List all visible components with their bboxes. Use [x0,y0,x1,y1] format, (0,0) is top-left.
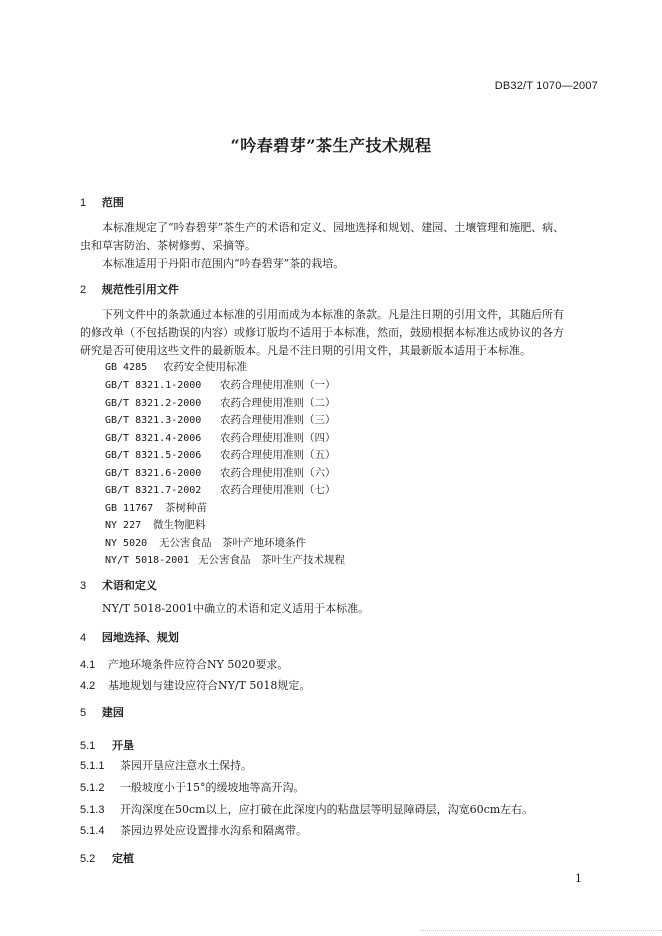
paragraph-line: 本标准规定了“吟春碧芽”茶生产的术语和定义、园地选择和规划、建园、土壤管理和施肥、病、 [102,221,565,234]
section-4-heading [80,629,179,645]
clause-text: 一般坡度小于15°的缓坡地等高开沟。 [120,781,305,794]
paragraph-line: 本标准适用于丹阳市范围内“吟春碧芽”茶的栽培。 [102,257,345,270]
section-number: 5 [80,707,87,719]
section-title: 园地选择、规划 [101,631,179,644]
reference-code: GB/T 8321.3-2000 [105,415,202,426]
subsection-number: 5.2 [80,853,96,865]
reference-name: 农药合理使用准则（五） [220,449,336,461]
section-title: 范围 [101,196,124,209]
paragraph-line: 下列文件中的条款通过本标准的引用而成为本标准的条款。凡是注日期的引用文件，其随后所有 [102,308,564,321]
document-title: “吟春碧芽”茶生产技术规程 [230,136,432,155]
reference-name: 农药安全使用标准 [163,361,247,373]
reference-name: 微生物肥料 [153,519,206,531]
document-number: DB32/T 1070—2007 [494,80,598,92]
reference-item [105,482,336,497]
clause-5-1-1 [80,757,252,773]
reference-item [105,412,336,427]
section-3-paragraph [80,600,590,618]
reference-code: GB 11767 [105,503,154,514]
reference-item [105,500,207,515]
paragraph-line: NY/T 5018-2001中确立的术语和定义适用于本标准。 [102,602,370,615]
reference-item [105,447,336,462]
reference-name: 无公害食品 茶叶产地环境条件 [159,537,306,549]
section-title: 规范性引用文件 [101,283,179,296]
reference-item [105,535,306,550]
paragraph-line: 研究是否可使用这些文件的最新版本。凡是不注日期的引用文件，其最新版本适用于本标准。 [80,344,531,357]
clause-number: 5.1.3 [80,804,105,816]
reference-name: 农药合理使用准则（三） [220,414,336,426]
reference-code: GB/T 8321.2-2000 [105,398,202,409]
reference-code: GB/T 8321.1-2000 [105,380,202,391]
clause-number: 5.1.4 [80,825,105,837]
reference-name: 农药合理使用准则（二） [220,397,336,409]
section-number: 2 [80,284,87,296]
subsection-title: 定植 [112,852,134,865]
clause-number: 4.2 [80,680,96,692]
clause-number: 5.1.2 [80,782,105,794]
section-5-heading [80,704,124,720]
clause-5-1-4 [80,822,307,838]
section-1-paragraph-2 [80,255,590,273]
subsection-number: 5.1 [80,740,96,752]
section-2-heading [80,281,179,297]
section-title: 建园 [101,706,124,719]
reference-item [105,465,336,480]
clause-4-2 [80,677,310,693]
reference-item [105,395,336,410]
clause-4-1 [80,656,288,672]
reference-name: 农药合理使用准则（六） [220,467,336,479]
reference-item [105,430,336,445]
reference-item [105,517,206,532]
clause-number: 5.1.1 [80,760,105,772]
section-number: 3 [80,580,87,592]
clause-text: 产地环境条件应符合NY 5020要求。 [108,658,289,671]
reference-item [105,552,345,567]
reference-code: NY 227 [105,520,142,531]
subsection-5-1-heading [80,737,134,753]
reference-item [105,377,336,392]
reference-name: 无公害食品 茶叶生产技术规程 [198,554,345,566]
reference-code: GB/T 8321.7-2002 [105,485,202,496]
reference-code: NY 5020 [105,538,148,549]
subsection-5-2-heading [80,850,134,866]
reference-code: NY/T 5018-2001 [105,555,190,566]
clause-number: 4.1 [80,659,96,671]
reference-name: 农药合理使用准则（四） [220,432,336,444]
section-1-paragraph-1 [80,219,590,255]
clause-text: 茶园边界处应设置排水沟系和隔离带。 [120,824,307,837]
clause-5-1-2 [80,779,305,795]
section-title: 术语和定义 [101,579,157,592]
clause-5-1-3 [80,801,533,817]
section-2-paragraph [80,306,590,360]
clause-text: 基地规划与建设应符合NY/T 5018规定。 [108,679,311,692]
reference-item [105,359,247,374]
section-1-heading [80,194,124,210]
clause-text: 开沟深度在50cm以上，应打破在此深度内的粘盘层等明显障碍层，沟宽60cm左右。 [120,803,534,816]
reference-code: GB 4285 [105,362,148,373]
subsection-title: 开垦 [112,739,134,752]
paragraph-line: 虫和草害防治、茶树修剪、采摘等。 [80,239,256,252]
reference-name: 茶树种苗 [165,502,207,514]
reference-code: GB/T 8321.5-2006 [105,450,202,461]
reference-code: GB/T 8321.6-2000 [105,468,202,479]
scan-artifact-line [420,930,662,931]
reference-name: 农药合理使用准则（一） [220,379,336,391]
reference-code: GB/T 8321.4-2006 [105,433,202,444]
section-3-heading [80,577,157,593]
page-number: 1 [575,872,582,885]
paragraph-line: 的修改单（不包括勘误的内容）或修订版均不适用于本标准，然而，鼓励根据本标准达成协议的各方 [80,326,564,339]
clause-text: 茶园开垦应注意水土保持。 [120,759,252,772]
section-number: 4 [80,632,87,644]
section-number: 1 [80,197,87,209]
reference-name: 农药合理使用准则（七） [220,484,336,496]
